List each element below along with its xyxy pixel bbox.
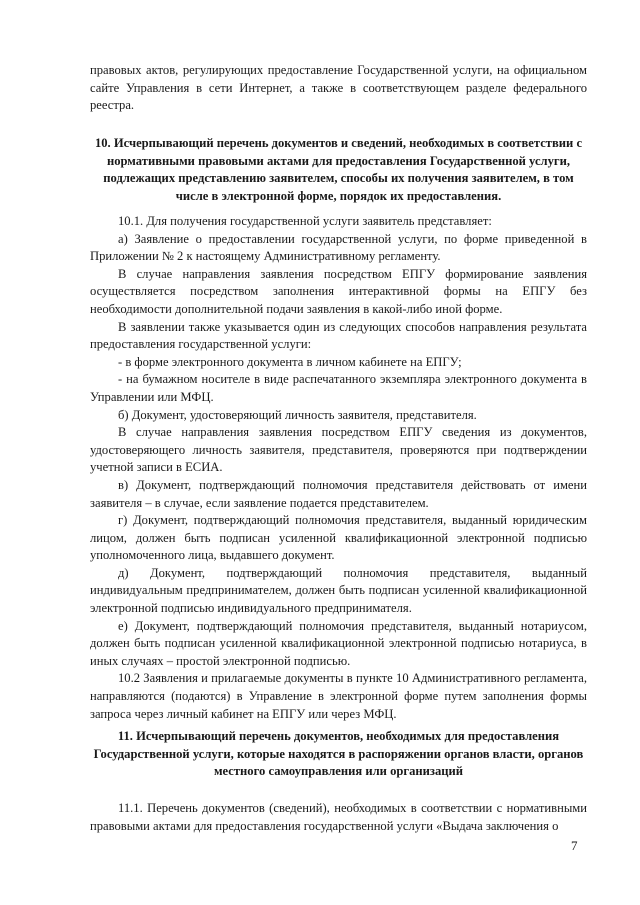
paragraph: г) Документ, подтверждающий полномочия представителя, выданный юридическим лицом, должен быть подписан усиленной квалификационной электронной подписью уполномоченного лица, выдавшего документ. xyxy=(90,513,587,563)
list-item: - на бумажном носителе в виде распечатанного экземпляра электронного документа в Управлении или МФЦ. xyxy=(90,372,587,404)
paragraph: е) Документ, подтверждающий полномочия представителя, выданный нотариусом, должен быть подписан усиленной квалификационной электронной подписью нотариуса, в иных случаях – простой электронной подписью. xyxy=(90,618,587,668)
section-11-body xyxy=(90,800,587,835)
intro-text xyxy=(90,62,587,115)
paragraph: б) Документ, удостоверяющий личность заявителя, представителя. xyxy=(118,407,477,422)
page-number: 7 xyxy=(571,838,578,853)
section-10-body xyxy=(90,213,587,723)
paragraph: 11.1. Перечень документов (сведений), необходимых в соответствии с нормативными правовыми актами для предоставления государственной услуги «Выдача заключения о xyxy=(90,801,587,833)
list-item: - в форме электронного документа в личном кабинете на ЕПГУ; xyxy=(118,354,462,369)
paragraph: в) Документ, подтверждающий полномочия представителя действовать от имени заявителя – в случае, если заявление подается представителем. xyxy=(90,477,587,510)
paragraph: В заявлении также указывается один из следующих способов направления результата предоставления государственной услуги: xyxy=(90,319,587,352)
paragraph: д) Документ, подтверждающий полномочия представителя, выданный индивидуальным предпринимателем, должен быть подписан усиленной квалификационной электронной подписью индивидуального предпринимателя. xyxy=(90,565,587,616)
paragraph: В случае направления заявления посредством ЕПГУ сведения из документов, удостоверяющего личность заявителя, представителя, проверяются при подтверждении учетной записи в ЕСИА. xyxy=(90,425,587,475)
section-11-heading: 11. Исчерпывающий перечень документов, необходимых для предоставления Государственной услуги, которые находятся в распоряжении органов власти, органов местного самоуправления или организаций xyxy=(93,729,584,779)
paragraph: 10.2 Заявления и прилагаемые документы в пункте 10 Административного регламента, направляются (подаются) в Управление в электронной форме путем заполнения формы запроса через личный кабинет на ЕПГУ или через МФЦ. xyxy=(90,671,587,721)
section-10-heading: 10. Исчерпывающий перечень документов и сведений, необходимых в соответствии с нормативными правовыми актами для предоставления Государственной услуги, подлежащих представлению заявителем, способы их получения заявителем, в том числе в электронной форме, порядок их предоставления. xyxy=(94,136,583,203)
paragraph: 10.1. Для получения государственной услуги заявитель представляет: xyxy=(118,214,492,228)
paragraph: а) Заявление о предоставлении государственной услуги, по форме приведенной в Приложении № 2 к настоящему Административному регламенту. xyxy=(90,231,587,264)
paragraph: В случае направления заявления посредством ЕПГУ формирование заявления осуществляется посредством заполнения интерактивной формы на ЕПГУ без необходимости дополнительной подачи заявления в какой-либо иной форме. xyxy=(90,266,587,316)
intro-paragraph: правовых актов, регулирующих предоставление Государственной услуги, на официальном сайте Управления в сети Интернет, а также в соответствующем разделе федерального реестра. xyxy=(90,63,587,113)
